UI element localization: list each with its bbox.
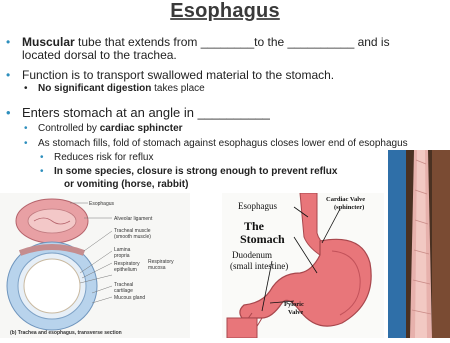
esophagus-photo-image	[388, 150, 450, 338]
bullet-1-rest: tube that extends from ________to the __________ and is	[74, 35, 390, 49]
label-lamina-propria: Lamina propria	[114, 247, 131, 259]
label-tracheal-muscle: Tracheal muscle (smooth muscle)	[114, 228, 151, 240]
bullet-3-sub4: In some species, closure is strong enough to prevent reflux	[54, 166, 338, 177]
bullet-3-sub1	[38, 123, 183, 134]
bullet-3-sub2: As stomach fills, fold of stomach against esophagus closes lower end of esophagus	[38, 138, 408, 149]
bullet-2-text: Function is to transport swallowed material to the stomach.	[22, 68, 335, 82]
bullet-2-sub-bold: No significant digestion	[38, 83, 152, 94]
bullet-2-sub-rest: takes place	[151, 83, 205, 94]
bullet-3-text: Enters stomach at an angle in __________	[22, 105, 270, 120]
sub-bullet-icon: •	[24, 138, 28, 149]
trachea-esophagus-figure	[0, 193, 190, 338]
figure-left-caption: (b) Trachea and esophagus, transverse section	[10, 330, 122, 336]
sub-bullet-icon: •	[24, 83, 28, 94]
label-cardiac-valve: Cardiac Valve	[326, 196, 366, 203]
stomach-diagram	[222, 193, 384, 338]
label-valve: Valve	[288, 309, 304, 316]
label-duodenum: Duodenum	[232, 250, 272, 260]
bullet-3-sub3: Reduces risk for reflux	[54, 152, 154, 163]
bullet-3-sub1-bold: cardiac sphincter	[99, 123, 183, 134]
label-the: The	[244, 219, 265, 233]
label-esophagus-mid: Esophagus	[238, 201, 277, 211]
label-small-intestine: (small intestine)	[230, 261, 289, 271]
bullet-icon: •	[6, 68, 11, 82]
label-tracheal-cartilage: Tracheal cartilage	[114, 282, 134, 294]
bullet-icon: •	[6, 105, 11, 120]
slide-title: Esophagus	[170, 0, 280, 22]
label-pyloric: Pyloric	[284, 301, 304, 308]
sub-sub-bullet-icon: •	[40, 152, 44, 163]
bullet-2-sub	[38, 83, 205, 94]
trachea-cross-section-diagram	[0, 193, 190, 338]
sub-bullet-icon: •	[24, 123, 28, 134]
bullet-3-sub4-line2: or vomiting (horse, rabbit)	[64, 179, 189, 190]
stomach-figure	[222, 193, 384, 338]
label-sphincter: (sphincter)	[334, 204, 365, 211]
label-respiratory-mucosa: Respiratory mucosa	[148, 259, 174, 271]
bullet-1-line2: located dorsal to the trachea.	[22, 48, 177, 62]
bullet-1-text	[22, 35, 390, 49]
label-alveolar: Alveolar ligament	[114, 216, 153, 222]
label-esophagus: Esophagus	[89, 201, 115, 207]
bullet-1-bold: Muscular	[22, 35, 75, 49]
label-the-stomach: Stomach	[240, 232, 285, 246]
bullet-icon: •	[6, 35, 11, 49]
label-respiratory-epithelium: Respiratory epithelium	[114, 261, 140, 273]
esophagus-photo	[388, 150, 450, 338]
sub-sub-bullet-icon: •	[40, 166, 44, 177]
bullet-3-sub1-text: Controlled by	[38, 123, 100, 134]
label-mucous-gland: Mucous gland	[114, 295, 146, 301]
